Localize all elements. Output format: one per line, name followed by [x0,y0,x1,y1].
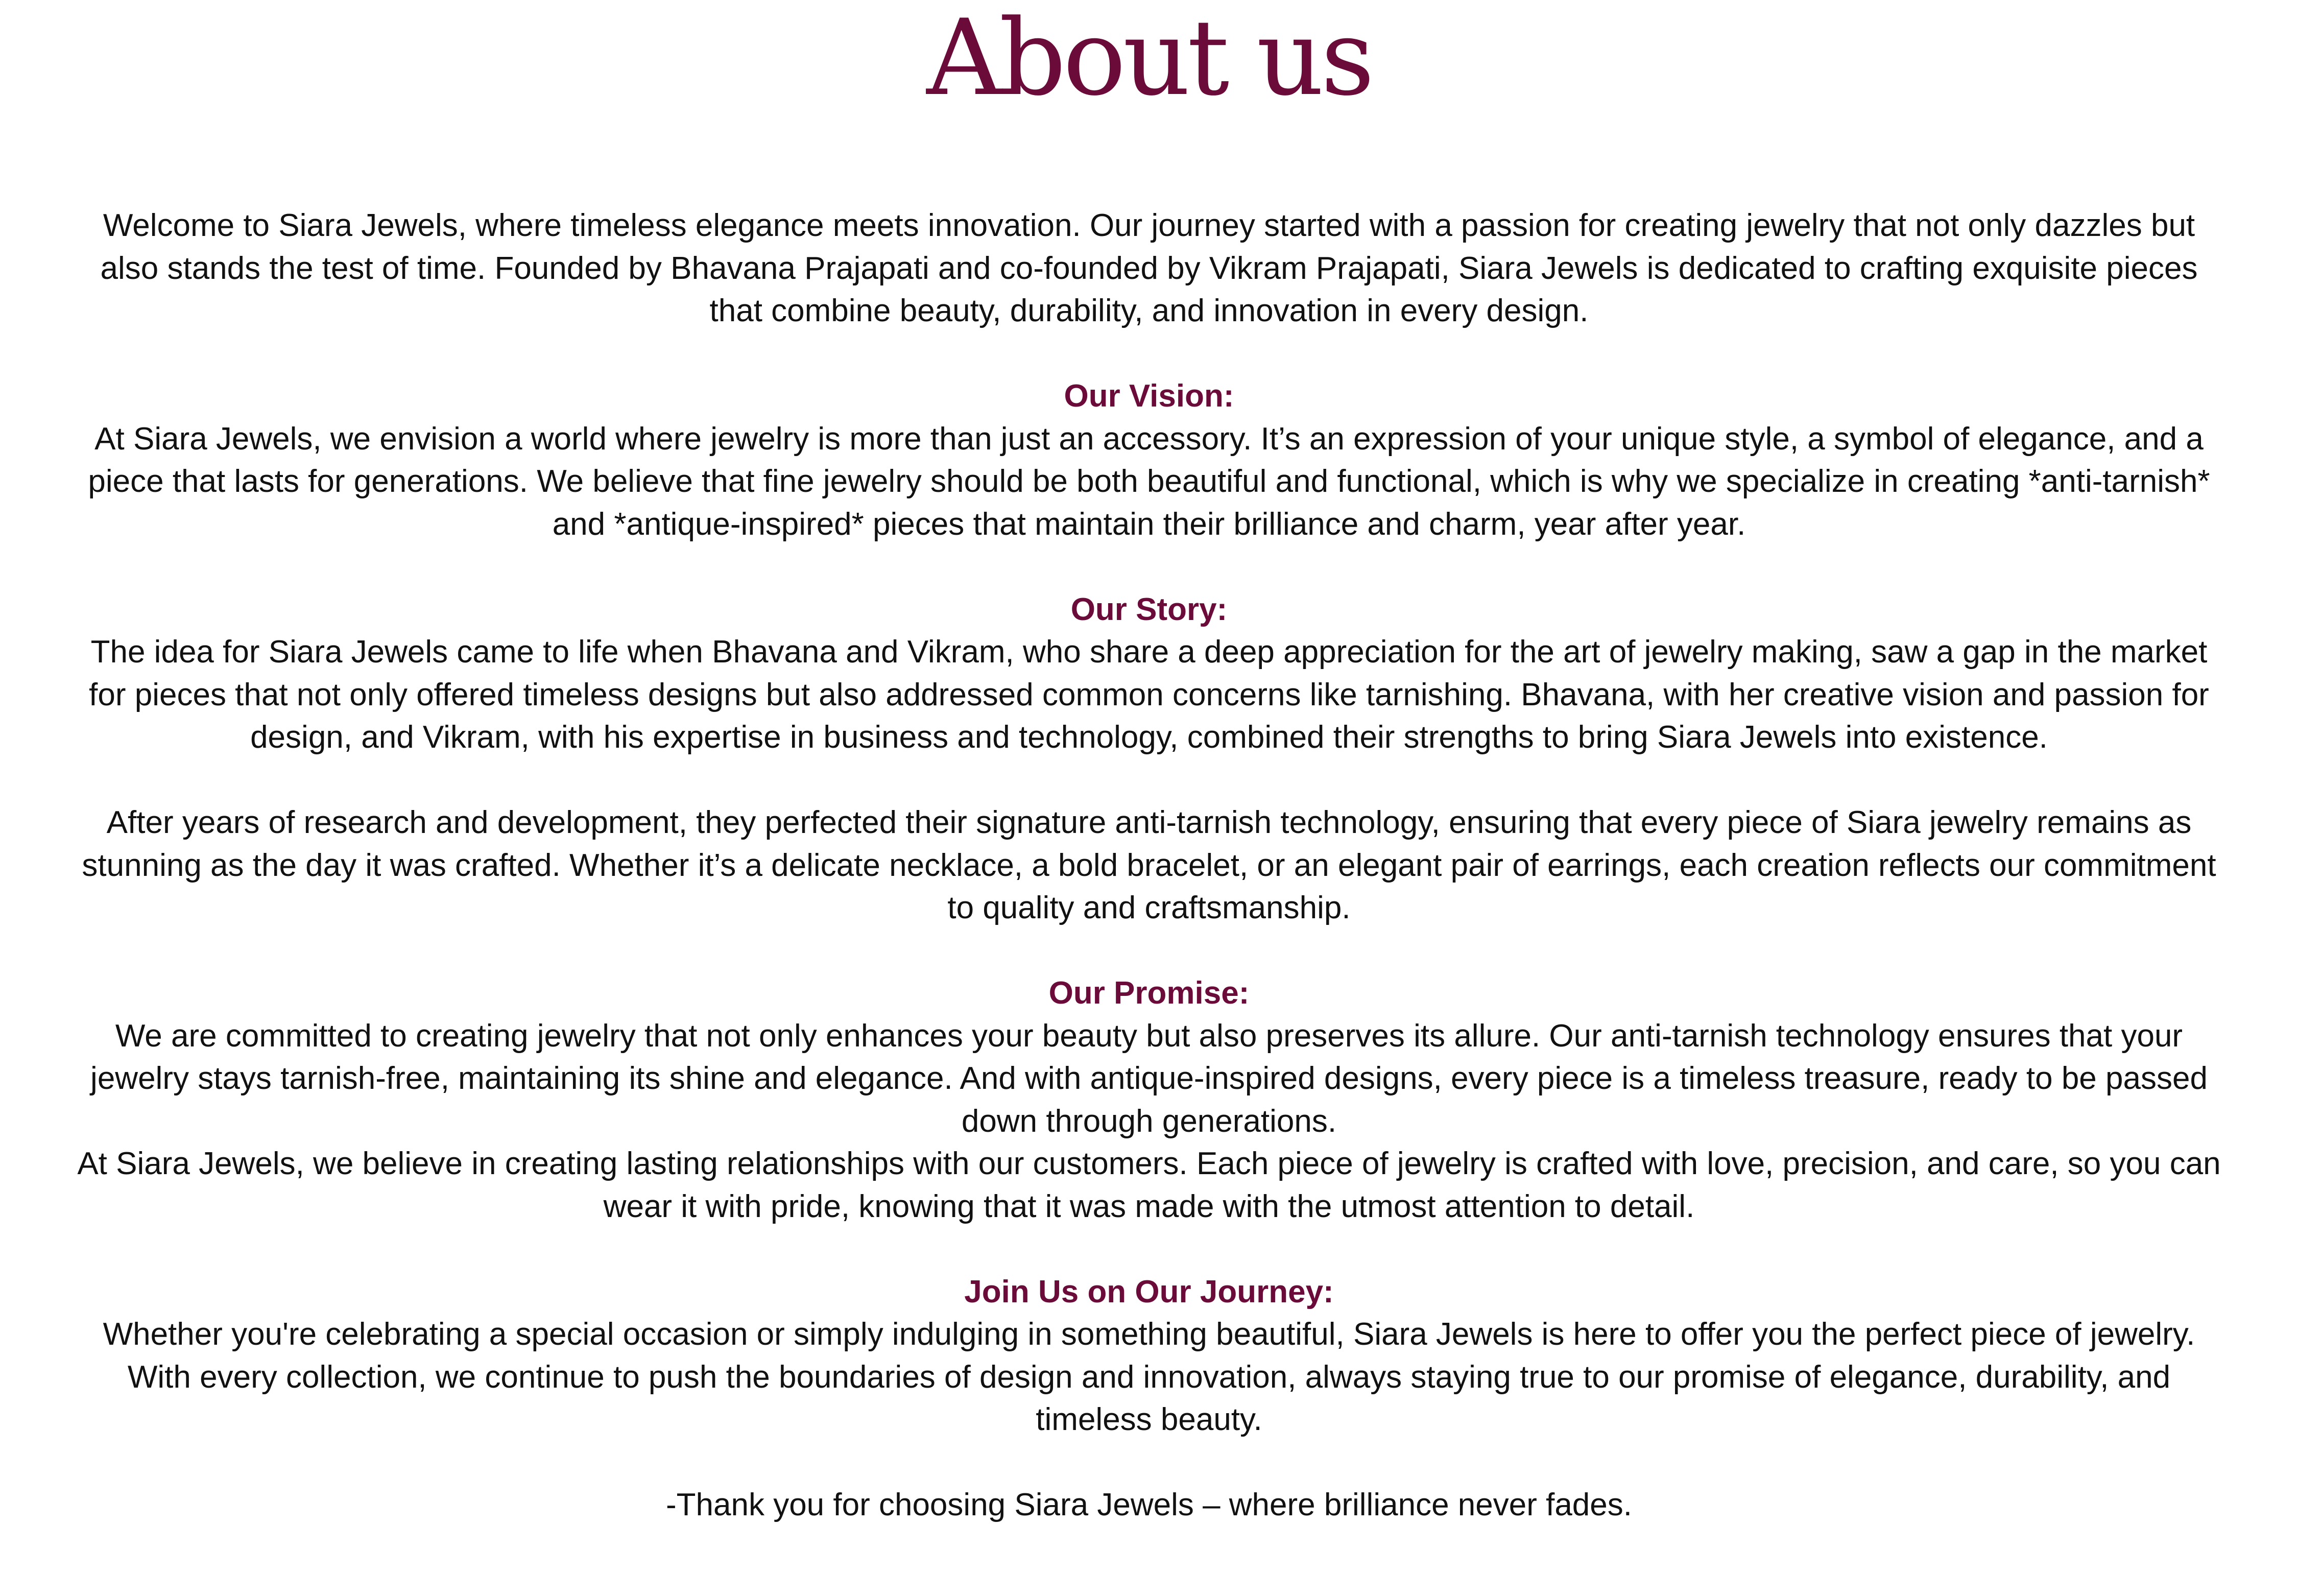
vision-heading: Our Vision: [1064,378,1234,414]
page-title: About us [926,0,1372,119]
section-spacer [71,1228,2227,1271]
story-paragraph-1: The idea for Siara Jewels came to life when Bhavana and Vikram, who share a deep appreciation for the art of jewelry making, saw a gap in the market for pieces that not only offered timeless designs but also addressed common concerns like tarnishing. Bhavana, with her creative vision and passion for design, and Vikram, with his expertise in business and technology, combined their strengths to bring Siara Jewels into existence. [89,634,2209,755]
section-spacer [71,759,2227,802]
vision-paragraph: At Siara Jewels, we envision a world where jewelry is more than just an accessory. It’s an expression of your unique style, a symbol of elegance, and a piece that lasts for generations. We believe that fine jewelry should be both beautiful and functional, which is why we specialize in creating *anti-tarnish* and *antique-inspired* pieces that maintain their brilliance and charm, year after year. [88,421,2210,542]
section-spacer [71,930,2227,972]
story-heading: Our Story: [1070,591,1228,627]
section-spacer [71,1441,2227,1484]
journey-paragraph: Whether you're celebrating a special occasion or simply indulging in something beautiful, Siara Jewels is here to offer you the perfect piece of jewelry. With every collection, we continue to push the boundaries of design and innovation, always staying true to our promise of elegance, durability, and timeless beauty. [103,1317,2195,1437]
journey-heading: Join Us on Our Journey: [964,1274,1334,1309]
section-spacer [71,545,2227,588]
promise-paragraph-2: At Siara Jewels, we believe in creating lasting relationships with our customers. Each piece of jewelry is crafted with love, precision, and care, so you can wear it with pride, knowing that it was made with the utmost attention to detail. [77,1146,2221,1224]
closing-line: -Thank you for choosing Siara Jewels – where brilliance never fades. [666,1487,1632,1522]
section-spacer [71,332,2227,375]
promise-heading: Our Promise: [1048,975,1250,1011]
story-paragraph-2: After years of research and development, they perfected their signature anti-tarnish technology, ensuring that every piece of Siara jewelry remains as stunning as the day it was crafted. Whether it’s a delicate necklace, a bold bracelet, or an elegant pair of earrings, each creation reflects our commitment to quality and craftsmanship. [82,805,2216,925]
promise-paragraph-1: We are committed to creating jewelry that not only enhances your beauty but also preserves its allure. Our anti-tarnish technology ensures that your jewelry stays tarnish-free, maintaining its shine and elegance. And with antique-inspired designs, every piece is a timeless treasure, ready to be passed down through generations. [90,1018,2208,1139]
about-content [71,204,2227,1527]
intro-paragraph: Welcome to Siara Jewels, where timeless elegance meets innovation. Our journey started with a passion for creating jewelry that not only dazzles but also stands the test of time. Founded by Bhavana Prajapati and co-founded by Vikram Prajapati, Siara Jewels is dedicated to crafting exquisite pieces that combine beauty, durability, and innovation in every design. [100,208,2198,328]
